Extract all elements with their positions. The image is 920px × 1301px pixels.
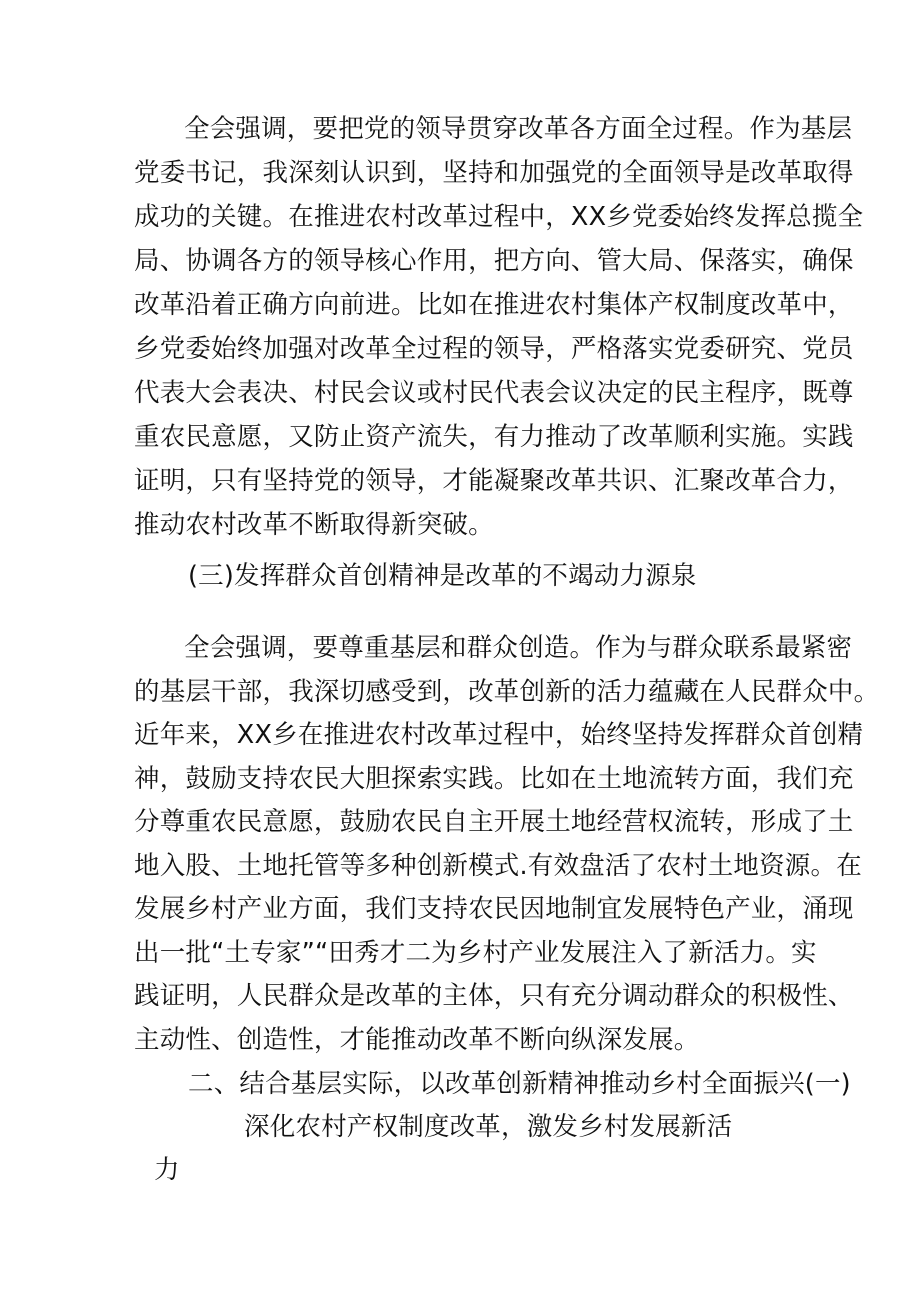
paragraph-2-line-3: 近年来，XX乡在推进农村改革过程中，始终坚持发挥群众首创精	[134, 720, 864, 750]
subheading-line-2: 力	[154, 1155, 180, 1185]
paragraph-1-line-5: 改革沿着正确方向前进。比如在推进农村集体产权制度改革中，	[134, 290, 854, 320]
paragraph-2-line-4: 神，鼓励支持农民大胆探索实践。比如在土地流转方面，我们充	[134, 764, 854, 794]
paragraph-2-line-5: 分尊重农民意愿，鼓励农民自主开展土地经营权流转，形成了土	[134, 807, 854, 837]
paragraph-2-line-9: 践证明，人民群众是改革的主体，只有充分调动群众的积极性、	[134, 981, 854, 1011]
paragraph-2-line-10: 主动性、创造性，才能推动改革不断向纵深发展。	[134, 1025, 700, 1055]
paragraph-1-line-2: 党委书记，我深刻认识到，坚持和加强党的全面领导是改革取得	[134, 158, 854, 188]
paragraph-2-line-1: 全会强调，要尊重基层和群众创造。作为与群众联系最紧密	[184, 633, 853, 663]
paragraph-1-line-3: 成功的关键。在推进农村改革过程中，XX乡党委始终发挥总揽全	[134, 202, 864, 232]
subheading-line-1: 深化农村产权制度改革，激发乡村发展新活	[244, 1112, 733, 1142]
paragraph-1-line-9: 证明，只有坚持党的领导，才能凝聚改革共识、汇聚改革合力，	[134, 466, 854, 496]
paragraph-2-line-7: 发展乡村产业方面，我们支持农民因地制宜发展特色产业，涌现	[134, 894, 854, 924]
section-heading-3: (三)发挥群众首创精神是改革的不竭动力源泉	[188, 561, 697, 591]
paragraph-1-line-4: 局、协调各方的领导核心作用，把方向、管大局、保落实，确保	[134, 246, 854, 276]
paragraph-1-line-10: 推动农村改革不断取得新突破。	[134, 510, 494, 540]
paragraph-1-line-6: 乡党委始终加强对改革全过程的领导，严格落实党委研究、党员	[134, 334, 854, 364]
paragraph-1-line-7: 代表大会表决、村民会议或村民代表会议决定的民主程序，既尊	[134, 378, 854, 408]
paragraph-1-line-8: 重农民意愿，又防止资产流失，有力推动了改革顺利实施。实践	[134, 422, 854, 452]
section-heading-2: 二、结合基层实际，以改革创新精神推动乡村全面振兴(一)	[188, 1069, 851, 1099]
paragraph-2-line-2: 的基层干部，我深切感受到，改革创新的活力蕴藏在人民群众中。	[134, 677, 880, 707]
paragraph-1-line-1: 全会强调，要把党的领导贯穿改革各方面全过程。作为基层	[184, 114, 853, 144]
paragraph-2-line-6: 地入股、土地托管等多种创新模式.有效盘活了农村土地资源。在	[134, 851, 862, 881]
paragraph-2-line-8: 出一批“土专家”“田秀才二为乡村产业发展注入了新活力。实	[134, 938, 817, 968]
